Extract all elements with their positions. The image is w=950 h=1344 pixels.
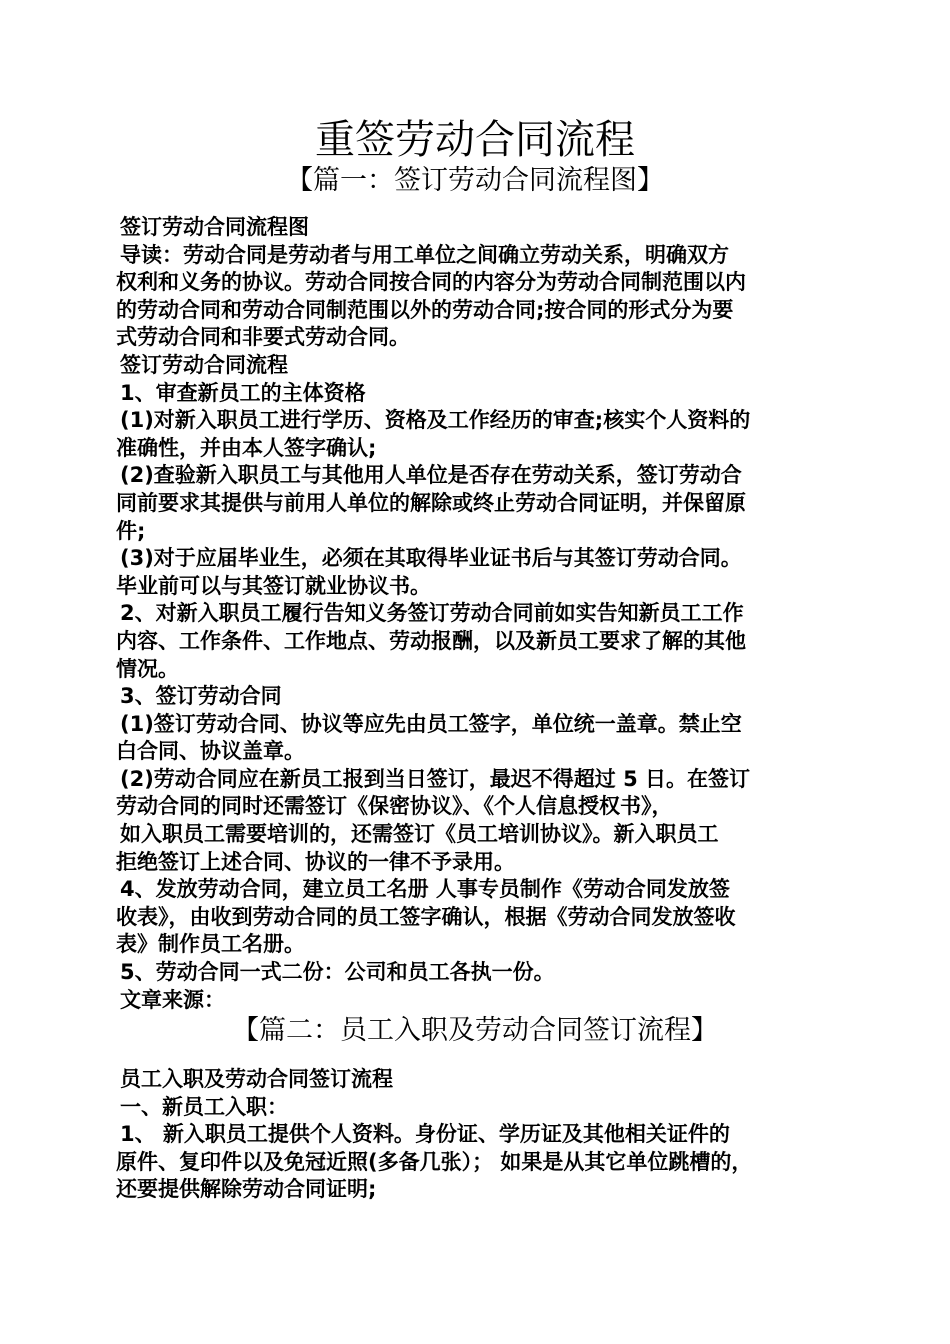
paragraph-line: 文章来源： [120,987,225,1012]
paragraph-line: (3)对于应届毕业生，必须在其取得毕业证书后与其签订劳动合同。 [120,546,742,571]
paragraph-line: (2)劳动合同应在新员工报到当日签订，最迟不得超过 5 日。在签订 [120,766,751,791]
paragraph-line: 同前要求其提供与前用人单位的解除或终止劳动合同证明，并保留原 [116,490,746,515]
paragraph-line: 收表》，由收到劳动合同的员工签字确认，根据《劳动合同发放签收 [116,904,736,929]
document-title: 重签劳动合同流程 [315,117,635,163]
paragraph-line: 准确性，并由本人签字确认; [116,435,377,460]
paragraph-line: 2、对新入职员工履行告知义务签订劳动合同前如实告知新员工工作 [120,601,744,626]
paragraph-line: 如入职员工需要培训的，还需签订《员工培训协议》。新入职员工 [120,822,719,847]
paragraph-line: (2)查验新入职员工与其他用人单位是否存在劳动关系，签订劳动合 [120,463,742,488]
paragraph-line: 权利和义务的协议。劳动合同按合同的内容分为劳动合同制范围以内 [116,270,746,295]
paragraph-line: (1)签订劳动合同、协议等应先由员工签字，单位统一盖章。禁止空 [120,711,742,736]
paragraph-line: 内容、工作条件、工作地点、劳动报酬，以及新员工要求了解的其他 [116,628,746,653]
paragraph-line: 1、 新入职员工提供个人资料。身份证、学历证及其他相关证件的 [120,1122,730,1147]
paragraph-line: (1)对新入职员工进行学历、资格及工作经历的审查;核实个人资料的 [120,408,751,433]
paragraph-line: 一、新员工入职： [120,1094,288,1119]
section-1-body [116,214,838,1014]
paragraph-line: 还要提供解除劳动合同证明; [116,1177,377,1202]
paragraph-line: 4、发放劳动合同，建立员工名册 人事专员制作《劳动合同发放签 [120,877,730,902]
paragraph-line: 5、劳动合同一式二份：公司和员工各执一份。 [120,960,555,985]
paragraph-line: 表》制作员工名册。 [116,932,305,957]
section-1-heading: 【篇一：签订劳动合同流程图】 [286,165,664,196]
section-2-heading: 【篇二：员工入职及劳动合同签订流程】 [232,1015,718,1046]
paragraph-line: 签订劳动合同流程 [120,352,288,377]
paragraph-line: 式劳动合同和非要式劳动合同。 [116,325,410,350]
paragraph-line: 3、签订劳动合同 [120,684,282,709]
paragraph-line: 员工入职及劳动合同签订流程 [120,1067,393,1091]
paragraph-line: 件; [116,518,146,543]
paragraph-line: 白合同、协议盖章。 [116,739,305,764]
paragraph-line: 拒绝签订上述合同、协议的一律不予录用。 [116,849,515,874]
paragraph-line: 毕业前可以与其签订就业协议书。 [116,573,431,598]
section-2-body [116,1066,838,1204]
paragraph-line: 情况。 [116,656,179,681]
paragraph-line: 1、审查新员工的主体资格 [120,380,366,405]
paragraph-line: 签订劳动合同流程图 [120,215,309,239]
paragraph-line: 的劳动合同和劳动合同制范围以外的劳动合同;按合同的形式分为要 [116,297,734,322]
paragraph-line: 导读：劳动合同是劳动者与用工单位之间确立劳动关系，明确双方 [120,242,729,267]
paragraph-line: 劳动合同的同时还需签订《保密协议》、《个人信息授权书》， [116,794,673,819]
paragraph-line: 原件、复印件以及免冠近照(多备几张）； 如果是从其它单位跳槽的， [116,1149,753,1174]
